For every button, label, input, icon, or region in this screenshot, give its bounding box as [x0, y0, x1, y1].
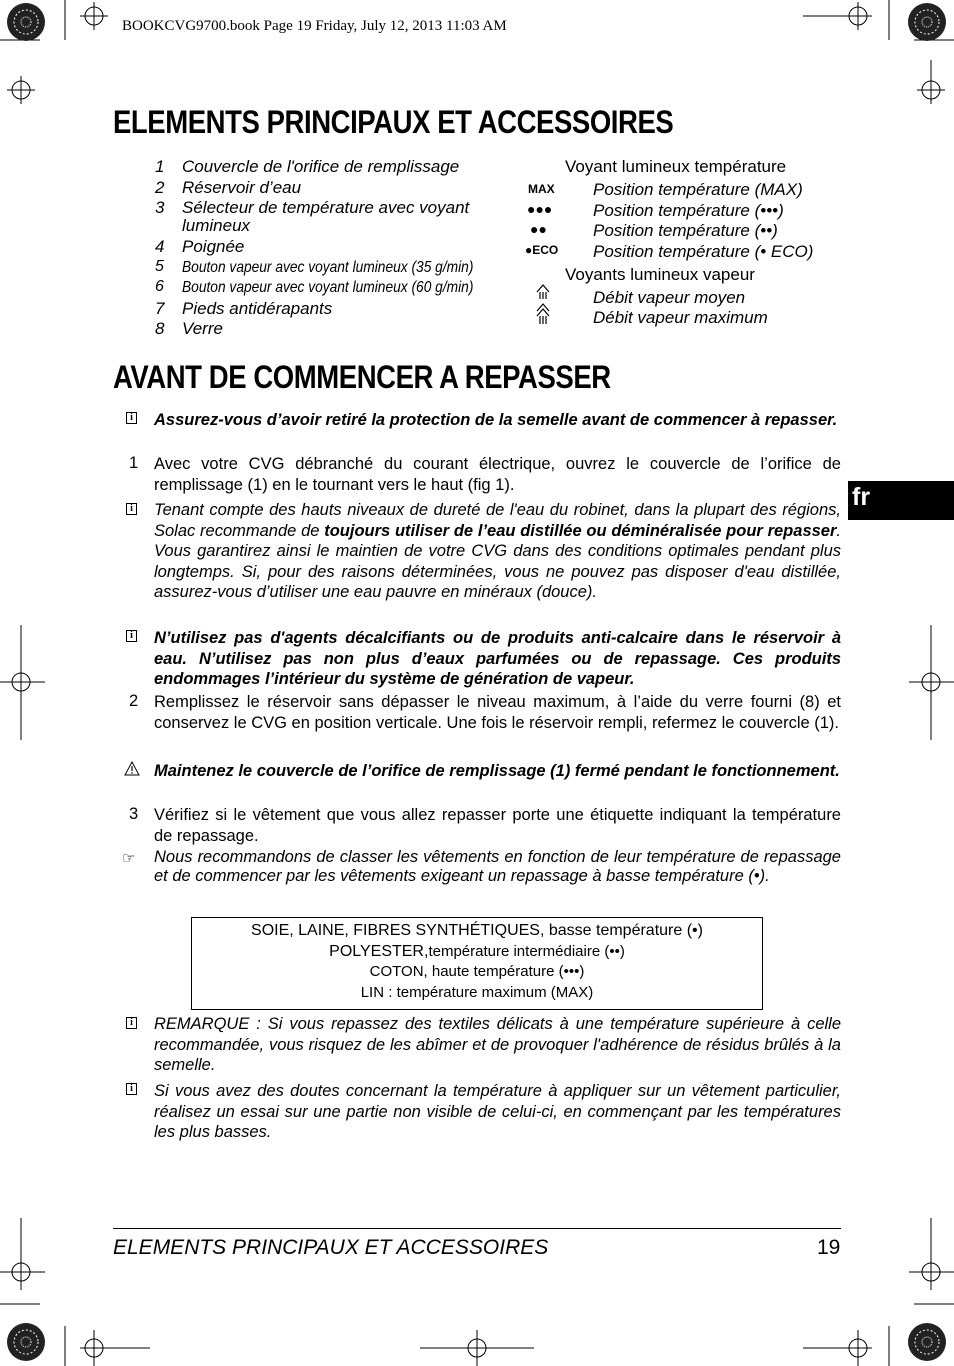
table-cell: température intermédiaire (••) — [428, 942, 625, 960]
language-tab — [848, 481, 954, 520]
part-number: 5 — [155, 258, 164, 275]
step-number: 1 — [129, 454, 139, 472]
three-dots-symbol: ●●● — [527, 201, 553, 217]
part-number: 4 — [155, 237, 165, 256]
temp-light-item: Position température (•••) — [593, 201, 784, 220]
note-test-fabric: Si vous avez des doutes concernant la température à appliquer sur un vêtement particulier, réalisez un essai sur une partie non visible de celui-ci, en commençant par les températures les plus basses. — [154, 1082, 841, 1141]
temp-light-item: Position température (••) — [593, 221, 778, 240]
step-number: 2 — [129, 692, 139, 710]
table-row: SOIE, LAINE, FIBRES SYNTHÉTIQUES, basse température (•) — [251, 922, 703, 939]
temp-light-item: Position température (MAX) — [593, 180, 803, 199]
max-symbol: MAX — [528, 182, 555, 196]
warning-keep-lid-closed: Maintenez le couvercle de l’orifice de remplissage (1) fermé pendant le fonctionnement. — [154, 762, 840, 780]
temperature-table — [191, 917, 763, 1010]
part-label: Couvercle de l'orifice de remplissage — [182, 157, 460, 176]
info-icon: i — [126, 630, 137, 642]
part-label: Sélecteur de température avec voyant — [182, 198, 470, 217]
step-number: 3 — [129, 805, 139, 823]
info-icon: i — [126, 1017, 137, 1029]
eco-symbol: ●ECO — [525, 243, 559, 257]
temp-light-heading: Voyant lumineux température — [565, 157, 787, 176]
section-title-elements: ELEMENTS PRINCIPAUX ET ACCESSOIRES — [113, 104, 674, 140]
language-tab-label: fr — [852, 483, 871, 511]
steam-light-heading: Voyants lumineux vapeur — [565, 265, 755, 284]
step-check-label: Vérifiez si le vêtement que vous allez repasser porte une étiquette indiquant la température de repassage. — [154, 806, 841, 845]
note-no-descaling: N’utilisez pas d'agents décalcifiants ou de produits anti-calcaire dans le réservoir à eau. N’utilisez pas non plus d’eaux parfumées ou de repassage. Ces produits endommages l’intérieur du système de génération de vapeur. — [154, 629, 841, 688]
part-label: Pieds antidérapants — [182, 299, 333, 318]
info-icon: i — [126, 1083, 137, 1095]
note-text: . Vous garantirez ainsi le maintien de votre CVG dans des conditions optimales pendant plus longtemps. Si, pour des raisons déterminées, vous ne pouvez pas disposer d'eau distillée, assurez-vous d’utiliser une eau pauvre en minéraux (douce). — [154, 521, 841, 601]
part-label: Réservoir d’eau — [182, 178, 302, 197]
step-open-lid: Avec votre CVG débranché du courant électrique, ouvrez le couvercle de l’orifice de remplissage (1) en le tournant vers le haut (fig 1). — [154, 455, 841, 494]
part-number: 8 — [155, 319, 165, 338]
part-number: 2 — [155, 178, 165, 197]
steam-light-item: Débit vapeur moyen — [593, 288, 746, 307]
note-emphasis: toujours utiliser de l’eau distillée ou déminéralisée pour repasser — [324, 521, 837, 540]
book-header-line: BOOKCVG9700.book Page 19 Friday, July 12, 2013 11:03 AM — [122, 18, 507, 34]
note-remarque: REMARQUE : Si vous repassez des textiles délicats à une température supérieure à celle recommandée, vous risquez de les abîmer et de provoquer l'adhérence de résidus brûlés à la semelle. — [154, 1015, 841, 1074]
pointing-hand-icon: ☞ — [122, 850, 136, 867]
part-label: Poignée — [182, 237, 245, 256]
two-dots-symbol: ●● — [530, 221, 547, 237]
step-fill-reservoir: Remplissez le réservoir sans dépasser le niveau maximum, à l’aide du verre fourni (8) et conservez le CVG en position verticale. Une fois le réservoir rempli, refermez le couvercle (1). — [154, 693, 841, 732]
part-label-continued: lumineux — [182, 216, 251, 235]
note-protection: Assurez-vous d’avoir retiré la protection de la semelle avant de commencer à repasser. — [154, 411, 838, 429]
part-number: 1 — [155, 157, 165, 176]
table-row — [192, 942, 762, 963]
warning-triangle-icon — [124, 761, 140, 776]
steam-maximum-icon — [533, 302, 553, 328]
section-title-avant: AVANT DE COMMENCER A REPASSER — [113, 359, 611, 395]
info-icon: i — [126, 412, 137, 424]
note-text: Tenant compte des hauts niveaux de dureté de l'eau du robinet, dans la plupart des régions, Solac recommande de — [154, 501, 841, 540]
temp-light-item: Position température (• ECO) — [593, 242, 814, 261]
note-distilled-water — [154, 500, 841, 603]
part-number: 6 — [155, 278, 164, 295]
table-row: LIN : température maximum (MAX) — [360, 983, 594, 1001]
part-label: Bouton vapeur avec voyant lumineux (35 g/min) — [182, 259, 474, 276]
steam-medium-icon — [533, 282, 553, 302]
part-label: Bouton vapeur avec voyant lumineux (60 g/min) — [182, 279, 474, 296]
tip-sort-garments: Nous recommandons de classer les vêtements en fonction de leur température de repassage et de commencer par les vêtements exigeant un repassage à basse température (•). — [154, 848, 841, 885]
part-number: 3 — [155, 198, 165, 217]
page-number: 19 — [817, 1236, 841, 1259]
table-cell: POLYESTER, — [329, 942, 429, 960]
footer-title: ELEMENTS PRINCIPAUX ET ACCESSOIRES — [113, 1236, 549, 1259]
footer-rule — [113, 1228, 841, 1229]
table-row: COTON, haute température (•••) — [369, 963, 585, 980]
part-number: 7 — [155, 299, 165, 318]
part-label: Verre — [182, 319, 223, 338]
info-icon: i — [126, 503, 137, 515]
steam-light-item: Débit vapeur maximum — [593, 308, 768, 327]
